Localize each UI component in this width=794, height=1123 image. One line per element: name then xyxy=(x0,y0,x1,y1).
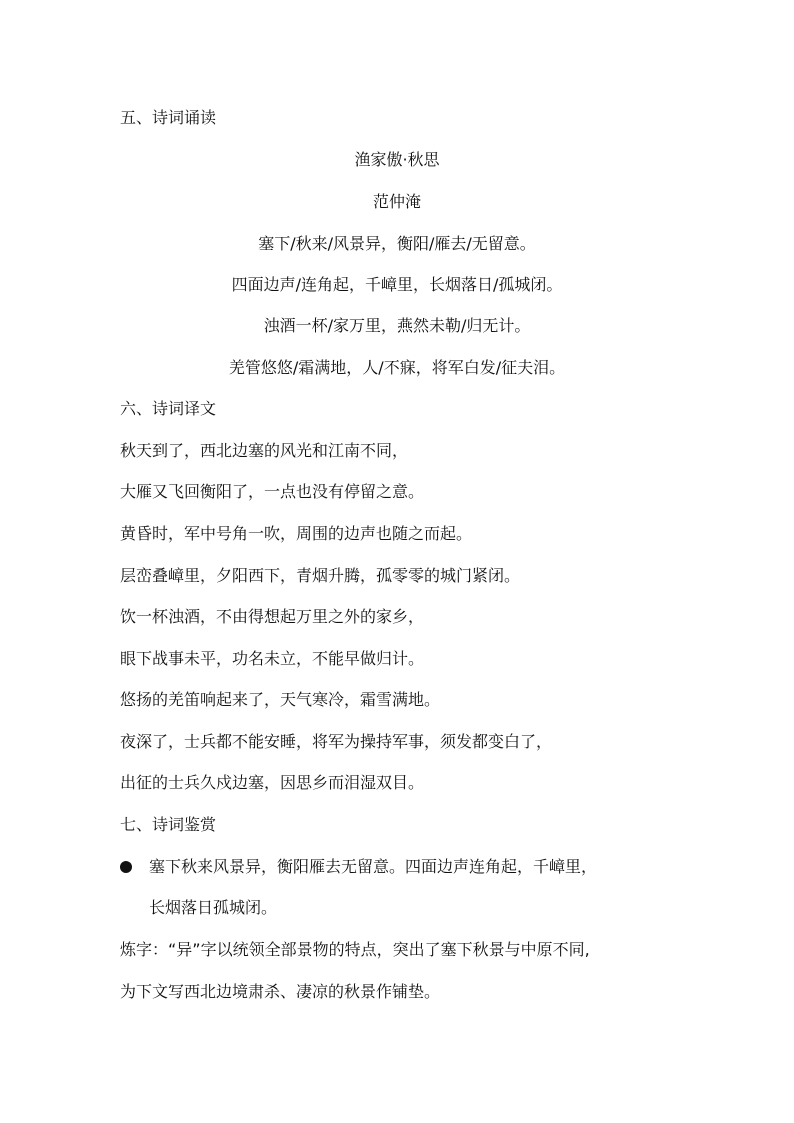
appreciation-quote-line: 塞下秋来风景异，衡阳雁去无留意。四面边声连角起，千嶂里， xyxy=(149,857,598,876)
translation-line: 大雁又飞回衡阳了，一点也没有停留之意。 xyxy=(120,482,425,501)
translation-line: 夜深了，士兵都不能安睡，将军为操持军事，须发都变白了， xyxy=(120,732,553,751)
section-title-recitation: 五、诗词诵读 xyxy=(120,108,217,127)
poem-line: 塞下/秋来/风景异，衡阳/雁去/无留意。 xyxy=(258,234,536,253)
section-title-appreciation: 七、诗词鉴赏 xyxy=(120,815,217,834)
translation-line: 悠扬的羌笛响起来了，天气寒冷，霜雪满地。 xyxy=(120,690,441,709)
poem-line: 羌管悠悠/霜满地，人/不寐，将军白发/征夫泪。 xyxy=(228,358,566,377)
poem-line: 浊酒一杯/家万里，燕然未勒/归无计。 xyxy=(263,316,531,335)
translation-line: 黄昏时，军中号角一吹，周围的边声也随之而起。 xyxy=(120,524,473,543)
translation-line: 出征的士兵久戍边塞，因思乡而泪湿双目。 xyxy=(120,773,425,792)
translation-line: 层峦叠嶂里，夕阳西下，青烟升腾，孤零零的城门紧闭。 xyxy=(120,566,521,585)
appreciation-quote-line: 长烟落日孤城闭。 xyxy=(149,898,278,917)
translation-line: 秋天到了，西北边塞的风光和江南不同， xyxy=(120,441,409,460)
appreciation-note-line: 为下文写西北边境肃杀、凄凉的秋景作铺垫。 xyxy=(120,982,441,1001)
section-title-translation: 六、诗词译文 xyxy=(120,399,217,418)
poem-title: 渔家傲·秋思 xyxy=(354,150,440,169)
translation-line: 饮一杯浊酒，不由得想起万里之外的家乡， xyxy=(120,607,425,626)
translation-line: 眼下战事未平，功名未立，不能早做归计。 xyxy=(120,649,425,668)
appreciation-note-line: 炼字：“异”字以统领全部景物的特点，突出了塞下秋景与中原不同, xyxy=(120,940,590,959)
bullet-dot-icon xyxy=(120,861,132,873)
poem-line: 四面边声/连角起，千嶂里，长烟落日/孤城闭。 xyxy=(231,275,563,294)
poem-author: 范仲淹 xyxy=(372,192,421,211)
